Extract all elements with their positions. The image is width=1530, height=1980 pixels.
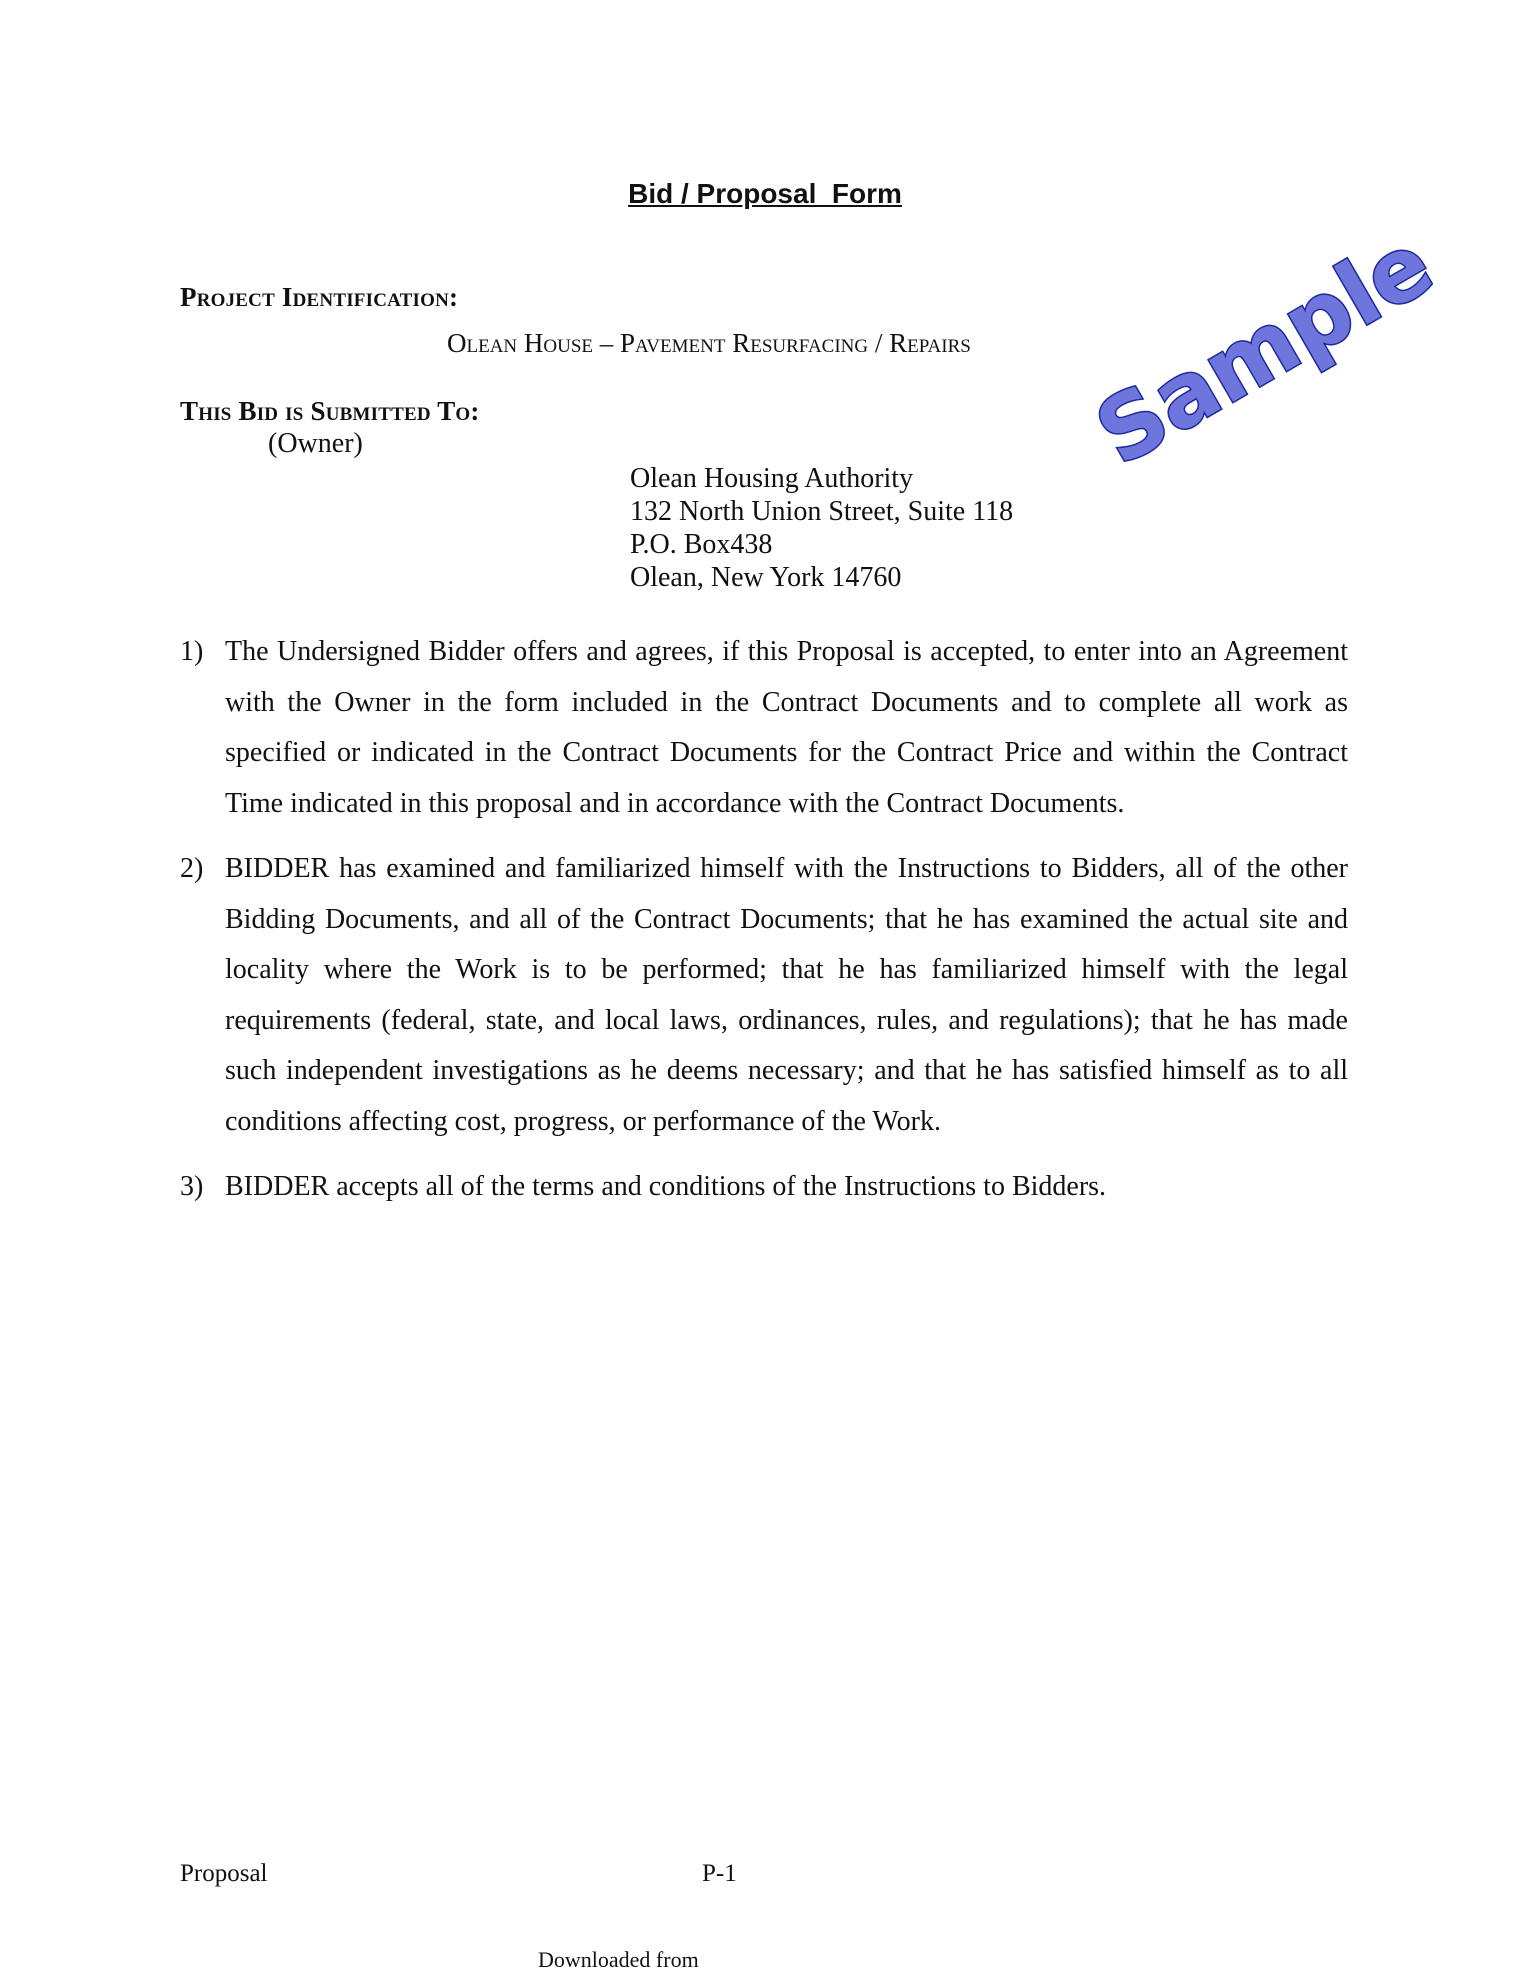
owner-label: (Owner) <box>268 428 363 459</box>
address-line: P.O. Box438 <box>630 529 773 560</box>
sample-watermark <box>1079 212 1450 485</box>
document-title: Bid / Proposal Form <box>628 178 902 209</box>
clause-text: The Undersigned Bidder offers and agrees, if this Proposal is accepted, to enter into an Agreement with the Owner in the form included in the Contract Documents and to complete all work as specified or indicated in the Contract Documents for the Contract Price and within the Contract Time indicated in this proposal and in accordance with the Contract Documents. <box>225 636 1348 819</box>
watermark-text: Sample <box>1079 212 1450 485</box>
clause-list <box>180 627 1348 1228</box>
address-line: Olean Housing Authority <box>630 463 914 494</box>
clause-number: 1) <box>180 636 204 667</box>
project-identification-heading: Project Identification: <box>180 282 459 312</box>
submitted-to-heading: This Bid is Submitted To: <box>180 396 480 426</box>
project-name: Olean House – Pavement Resurfacing / Repairs <box>447 328 971 358</box>
clause-text: BIDDER has examined and familiarized himself with the Instructions to Bidders, all of the other Bidding Documents, and all of the Contract Documents; that he has examined the actual site and locality where the Work is to be performed; that he has familiarized himself with the legal requirements (federal, state, and local laws, ordinances, rules, and regulations); that he has made such independent investigations as he deems necessary; and that he has satisfied himself as to all conditions affecting cost, progress, or performance of the Work. <box>225 853 1348 1137</box>
clause-item <box>180 844 1348 1147</box>
clause-item <box>180 627 1348 829</box>
clause-text: BIDDER accepts all of the terms and conditions of the Instructions to Bidders. <box>225 1171 1107 1202</box>
clause-number: 2) <box>180 853 204 884</box>
downloaded-from-text: Downloaded from <box>538 1947 699 1972</box>
address-line: Olean, New York 14760 <box>630 562 902 593</box>
footer-label: Proposal <box>180 1860 268 1887</box>
address-line: 132 North Union Street, Suite 118 <box>630 496 1014 527</box>
clause-number: 3) <box>180 1171 204 1202</box>
owner-address <box>630 462 1013 594</box>
page-number: P-1 <box>702 1860 737 1887</box>
clause-item <box>180 1162 1348 1213</box>
